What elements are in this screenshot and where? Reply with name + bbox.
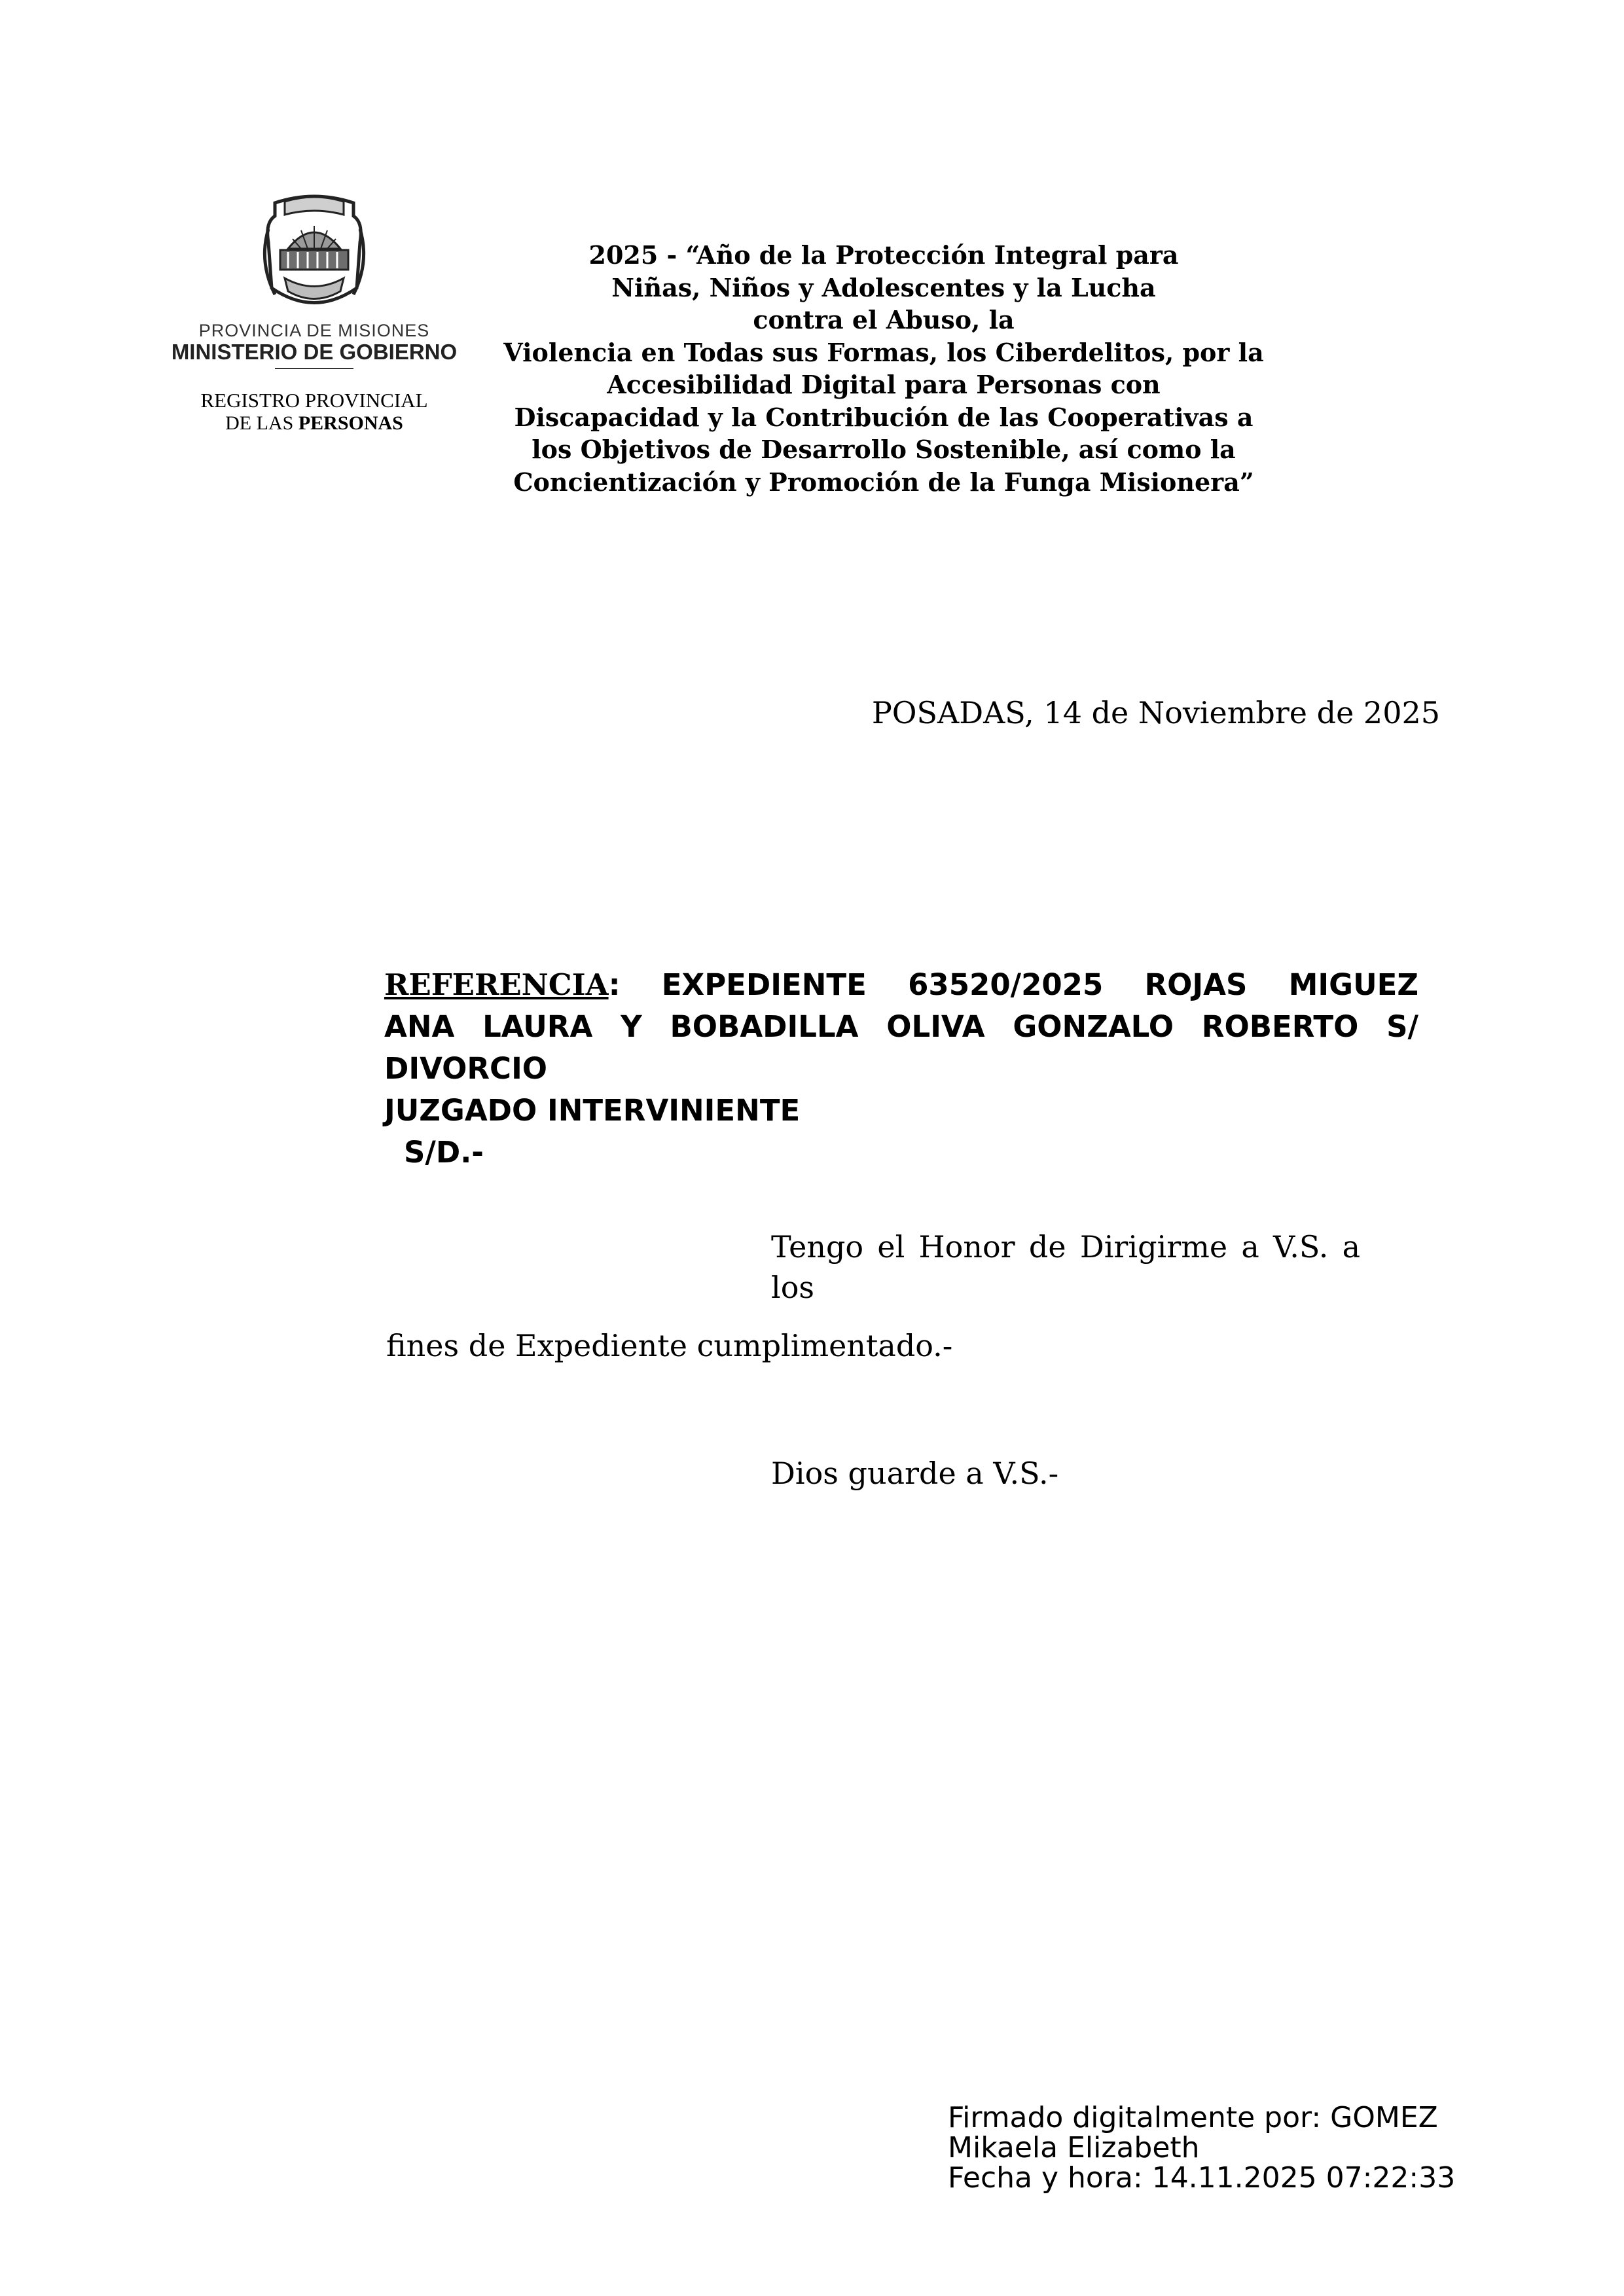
closing-line: Dios guarde a V.S.- (771, 1456, 1059, 1491)
motto-line: los Objetivos de Desarrollo Sostenible, así como la (532, 435, 1236, 464)
motto-line: contra el Abuso, la (753, 305, 1015, 334)
motto-line: Niñas, Niños y Adolescentes y la Lucha (611, 272, 1156, 302)
reference-line3: DIVORCIO (384, 1051, 548, 1086)
registry-line2-prefix: DE LAS (225, 412, 298, 434)
motto-line: Violencia en Todas sus Formas, los Ciberdelitos, por la (503, 337, 1264, 367)
ministry-name: MINISTERIO DE GOBIERNO (171, 340, 458, 364)
date-line: POSADAS, 14 de Noviembre de 2025 (871, 695, 1440, 730)
reference-label: REFERENCIA (384, 967, 609, 1002)
reference-block (384, 964, 1418, 1174)
signature-line1: Firmado digitalmente por: GOMEZ (948, 2101, 1438, 2134)
province-name: PROVINCIA DE MISIONES (198, 321, 430, 340)
body-paragraph-1-line2: los (771, 1270, 815, 1305)
body-paragraph-2: fines de Expediente cumplimentado.- (386, 1328, 953, 1363)
registry-line2 (151, 412, 478, 435)
year-motto (484, 239, 1283, 498)
signature-line2: Mikaela Elizabeth (948, 2131, 1200, 2164)
body-paragraph-1 (771, 1227, 1360, 1308)
letterhead-logo (151, 190, 478, 435)
reference-line2: ANA LAURA Y BOBADILLA OLIVA GONZALO ROBERTO S/ (384, 1009, 1418, 1044)
motto-line: Discapacidad y la Contribución de las Cooperativas a (514, 402, 1254, 432)
sd-line: S/D.- (404, 1135, 484, 1170)
provincial-crest-icon (249, 190, 380, 314)
body-paragraph-1-line1: Tengo el Honor de Dirigirme a V.S. a (771, 1229, 1360, 1265)
digital-signature (948, 2103, 1455, 2193)
signature-line3: Fecha y hora: 14.11.2025 07:22:33 (948, 2161, 1456, 2195)
court-line: JUZGADO INTERVINIENTE (384, 1093, 801, 1128)
registry-line2-bold: PERSONAS (298, 412, 403, 434)
reference-line1-rest: : EXPEDIENTE 63520/2025 ROJAS MIGUEZ (608, 967, 1418, 1002)
divider (275, 368, 353, 369)
motto-line: 2025 - “Año de la Protección Integral para (588, 240, 1179, 270)
registry-line1: REGISTRO PROVINCIAL (200, 389, 428, 412)
reference-line1 (384, 964, 1418, 1006)
motto-line: Accesibilidad Digital para Personas con (607, 370, 1161, 399)
motto-line: Concientización y Promoción de la Funga Misionera” (513, 467, 1254, 497)
